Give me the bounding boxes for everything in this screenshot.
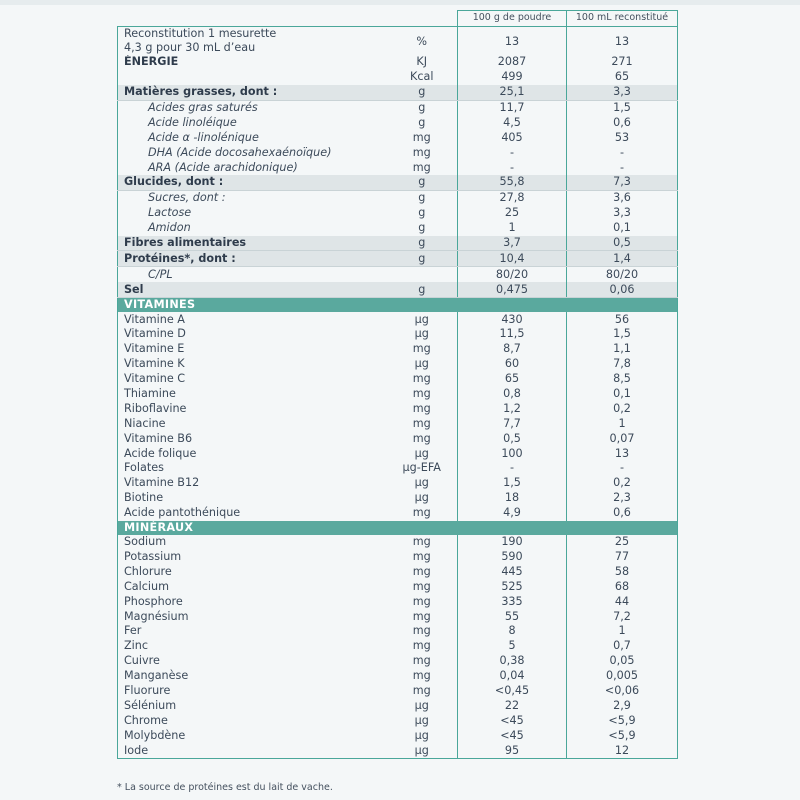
value-reconstituted: 0,6 [567,506,678,521]
table-row [118,190,678,205]
value-powder: 445 [458,564,567,579]
table-row [118,743,678,758]
table-row [118,357,678,372]
row-label: Manganèse [118,669,387,684]
row-unit: g [387,85,458,100]
row-label: Chlorure [118,564,387,579]
table-row [118,100,678,115]
row-label: Acide linoléique [118,115,387,130]
table-header [118,11,678,27]
row-label: Acide pantothénique [118,506,387,521]
row-unit: mg [412,431,431,445]
value-powder: 8,7 [458,342,567,357]
value-powder: - [458,461,567,476]
table-row [118,342,678,357]
value-reconstituted: 7,8 [567,357,678,372]
row-label: Fluorure [118,684,387,699]
table-row [118,85,678,100]
reconstitution-line-1: Reconstitution 1 mesurette [124,26,277,40]
table-row [118,564,678,579]
row-unit: mg [412,549,431,563]
row-unit: g [387,251,458,267]
column-header-powder: 100 g de poudre [458,11,567,27]
row-unit: mg [412,387,431,401]
table-row [118,416,678,431]
row-label: Sélénium [118,698,387,713]
value-powder: 80/20 [458,267,567,282]
row-unit: mg [412,564,431,578]
value-reconstituted: 56 [567,312,678,327]
row-label: Folates [118,461,387,476]
reconstitution-row [118,26,678,55]
row-unit: mg [412,401,431,415]
nutrition-table [117,10,678,759]
table-row [118,206,678,221]
row-label: Vitamine K [118,357,387,372]
value-powder: 3,7 [458,236,567,251]
row-unit: Kcal [410,70,434,84]
row-label: Niacine [118,416,387,431]
value-powder: 55,8 [458,175,567,190]
value-reconstituted: 0,5 [567,236,678,251]
row-label: C/PL [118,267,387,282]
row-label: Thiamine [118,387,387,402]
row-label: Matières grasses, dont : [118,85,387,100]
table-row [118,446,678,461]
row-unit: µg [414,357,429,371]
value-powder: 8 [458,624,567,639]
row-label: Vitamine E [118,342,387,357]
value-powder: 0,04 [458,669,567,684]
value-reconstituted: 0,06 [567,282,678,297]
table-row [118,609,678,624]
table-row [118,251,678,267]
row-unit: µg [414,698,429,712]
row-label: Fer [118,624,387,639]
row-label: DHA (Acide docosahexaénoïque) [118,145,387,160]
row-unit: mg [412,416,431,430]
row-unit: KJ [416,55,428,69]
value-powder: 335 [458,594,567,609]
value-reconstituted: - [567,160,678,175]
value-reconstituted: 0,1 [567,387,678,402]
value-reconstituted: <5,9 [567,713,678,728]
table-row [118,387,678,402]
value-reconstituted: 13 [567,26,678,55]
row-unit: g [418,206,426,220]
column-header-reconstituted: 100 mL reconstitué [567,11,678,27]
value-reconstituted: <0,06 [567,684,678,699]
table-row [118,327,678,342]
value-reconstituted: 1,4 [567,251,678,267]
table-row [118,70,678,85]
value-reconstituted: <5,9 [567,728,678,743]
row-unit: µg [414,713,429,727]
table-row [118,267,678,282]
value-powder: 11,5 [458,327,567,342]
table-row [118,175,678,190]
row-label: Sel [118,282,387,297]
value-reconstituted: 1,5 [567,327,678,342]
value-powder: 1 [458,221,567,236]
row-label: Amidon [118,221,387,236]
row-label: Cuivre [118,654,387,669]
row-unit: % [387,26,458,55]
table-row [118,491,678,506]
value-powder: 0,8 [458,387,567,402]
row-label: Vitamine A [118,312,387,327]
row-label: Vitamine D [118,327,387,342]
top-strip [0,0,800,5]
row-unit: mg [412,535,431,549]
value-reconstituted: 2,3 [567,491,678,506]
table-row [118,713,678,728]
reconstitution-line-2: 4,3 g pour 30 mL d’eau [124,40,256,54]
value-reconstituted: 3,3 [567,85,678,100]
value-reconstituted: 0,2 [567,476,678,491]
value-reconstituted: 25 [567,535,678,550]
row-label: Acide folique [118,446,387,461]
table-row [118,550,678,565]
row-unit: µg [414,728,429,742]
value-reconstituted: 53 [567,130,678,145]
row-unit: µg [414,446,429,460]
value-powder: 190 [458,535,567,550]
value-powder: 5 [458,639,567,654]
value-powder: 65 [458,372,567,387]
value-powder: 13 [458,26,567,55]
row-label: Fibres alimentaires [118,236,387,251]
table-row [118,160,678,175]
row-unit: g [387,175,458,190]
row-unit: mg [412,130,431,144]
table-row [118,639,678,654]
row-label: Lactose [118,206,387,221]
value-reconstituted: 0,07 [567,431,678,446]
row-label: Zinc [118,639,387,654]
table-row [118,535,678,550]
value-powder: 0,38 [458,654,567,669]
row-label: Chrome [118,713,387,728]
value-powder: 22 [458,698,567,713]
value-powder: 25 [458,206,567,221]
value-reconstituted: 0,2 [567,401,678,416]
table-row [118,312,678,327]
value-powder: <45 [458,728,567,743]
section-vitamines [118,298,678,313]
table-row [118,431,678,446]
value-reconstituted: 12 [567,743,678,758]
table-row [118,594,678,609]
value-reconstituted: 0,1 [567,221,678,236]
row-label [118,70,387,85]
table-row [118,654,678,669]
value-reconstituted: 13 [567,446,678,461]
value-reconstituted: 1,1 [567,342,678,357]
value-powder: 1,2 [458,401,567,416]
value-reconstituted: 7,2 [567,609,678,624]
value-reconstituted: 2,9 [567,698,678,713]
row-unit: mg [412,654,431,668]
table-row [118,401,678,416]
value-powder: <0,45 [458,684,567,699]
row-label: Vitamine C [118,372,387,387]
value-powder: 2087 [458,55,567,70]
value-powder: <45 [458,713,567,728]
value-powder: 430 [458,312,567,327]
value-reconstituted: 1 [567,624,678,639]
value-powder: 590 [458,550,567,565]
value-reconstituted: 0,6 [567,115,678,130]
value-reconstituted: 44 [567,594,678,609]
row-label: Acide α -linolénique [118,130,387,145]
value-powder: 4,9 [458,506,567,521]
table-row [118,461,678,476]
row-label: Acides gras saturés [118,100,387,115]
value-reconstituted: - [567,461,678,476]
row-unit: µg [414,327,429,341]
row-unit: g [387,236,458,251]
row-label: Vitamine B12 [118,476,387,491]
value-reconstituted: 77 [567,550,678,565]
value-powder: 55 [458,609,567,624]
table-row [118,221,678,236]
value-reconstituted: 0,005 [567,669,678,684]
row-unit: mg [412,506,431,520]
value-powder: - [458,160,567,175]
row-unit: g [418,101,426,114]
row-label: Phosphore [118,594,387,609]
value-powder: 18 [458,491,567,506]
row-label: Calcium [118,579,387,594]
reconstitution-label [118,26,387,55]
value-reconstituted: 65 [567,70,678,85]
row-label: Glucides, dont : [118,175,387,190]
row-unit: g [418,115,426,129]
row-unit: µg [414,476,429,490]
row-unit: mg [412,160,431,174]
row-label: ÉNERGIE [118,55,387,70]
value-reconstituted: 3,3 [567,206,678,221]
table-row [118,669,678,684]
row-unit: mg [412,372,431,386]
value-powder: 1,5 [458,476,567,491]
value-reconstituted: 1 [567,416,678,431]
value-powder: 25,1 [458,85,567,100]
value-powder: 499 [458,70,567,85]
value-powder: 11,7 [458,100,567,115]
value-powder: 0,5 [458,431,567,446]
value-reconstituted: 7,3 [567,175,678,190]
table-row [118,130,678,145]
section-title: MINÉRAUX [118,521,678,535]
row-unit: mg [412,639,431,653]
row-unit: mg [412,145,431,159]
value-reconstituted: 8,5 [567,372,678,387]
row-label: Iode [118,743,387,758]
row-label: Biotine [118,491,387,506]
value-powder: 27,8 [458,190,567,205]
table-body [118,26,678,758]
row-label: Riboflavine [118,401,387,416]
value-reconstituted: 0,7 [567,639,678,654]
value-reconstituted: 3,6 [567,190,678,205]
row-unit: mg [412,669,431,683]
row-unit: g [387,282,458,297]
row-label: Magnésium [118,609,387,624]
table-row [118,372,678,387]
row-unit: µg [414,312,429,326]
table-row [118,624,678,639]
row-unit: µg [414,491,429,505]
table-row [118,579,678,594]
row-label: Protéines*, dont : [118,251,387,267]
table-row [118,506,678,521]
value-reconstituted: - [567,145,678,160]
row-label: Molybdène [118,728,387,743]
row-unit: µg [387,743,458,758]
table-row [118,115,678,130]
table-row [118,698,678,713]
row-unit: mg [412,624,431,638]
value-powder: 95 [458,743,567,758]
table-row [118,476,678,491]
value-powder: - [458,145,567,160]
section-mineraux [118,521,678,535]
row-unit: µg-EFA [402,461,441,475]
row-unit: mg [412,683,431,697]
value-reconstituted: 58 [567,564,678,579]
value-powder: 10,4 [458,251,567,267]
row-unit: mg [412,342,431,356]
value-powder: 0,475 [458,282,567,297]
row-label: ARA (Acide arachidonique) [118,160,387,175]
row-label: Sodium [118,535,387,550]
value-powder: 525 [458,579,567,594]
footnote: * La source de protéines est du lait de vache. [117,782,333,793]
row-label: Potassium [118,550,387,565]
row-label: Sucres, dont : [118,190,387,205]
value-powder: 405 [458,130,567,145]
value-reconstituted: 271 [567,55,678,70]
row-label: Vitamine B6 [118,431,387,446]
section-title: VITAMINES [118,298,678,313]
row-unit: g [418,221,426,235]
value-powder: 7,7 [458,416,567,431]
table-row [118,55,678,70]
value-reconstituted: 68 [567,579,678,594]
value-powder: 100 [458,446,567,461]
table-row [118,236,678,251]
value-powder: 60 [458,357,567,372]
table-row [118,684,678,699]
table-row [118,282,678,297]
row-unit: mg [412,594,431,608]
value-reconstituted: 0,05 [567,654,678,669]
table-row [118,145,678,160]
value-reconstituted: 80/20 [567,267,678,282]
value-reconstituted: 1,5 [567,100,678,115]
row-unit: g [418,191,426,205]
row-unit: mg [412,579,431,593]
value-powder: 4,5 [458,115,567,130]
table-row [118,728,678,743]
row-unit: mg [412,609,431,623]
row-unit [387,267,458,282]
